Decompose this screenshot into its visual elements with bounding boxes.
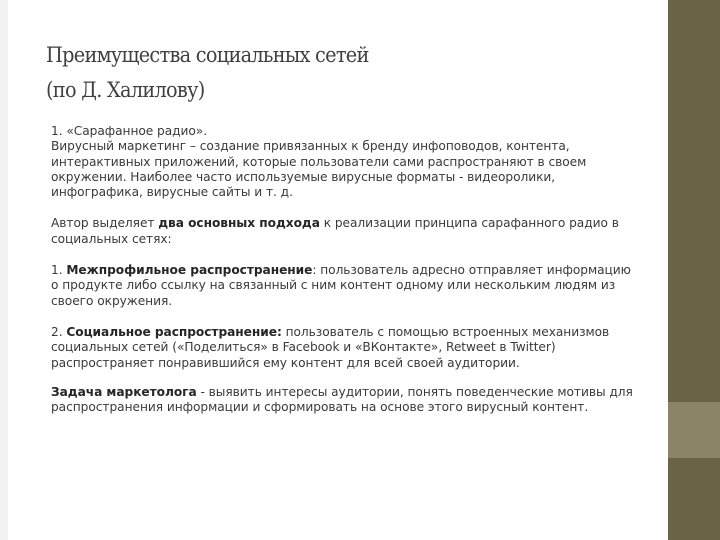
slide-title — [46, 38, 598, 108]
two-approaches-lead: Автор выделяет — [51, 216, 159, 231]
slide-body — [51, 124, 636, 415]
paragraph-word-of-mouth — [51, 124, 636, 200]
title-line-1: Преимущества социальных сетей — [46, 43, 369, 67]
paragraph-two-approaches — [51, 216, 636, 247]
title-line-2: (по Д. Халилову) — [46, 78, 205, 102]
social-spread-number: 2. — [51, 324, 67, 339]
word-of-mouth-heading: 1. «Сарафанное радио». — [51, 124, 208, 138]
social-spread-text: пользователь с помощью встроенных механизмов социальных сетей («Поделиться» в Facebook и «ВКонтакте», Retweet в Twitter) распространяет понравившийся ему контент для всей своей аудитории. — [51, 324, 610, 370]
right-sidebar-band — [668, 0, 720, 540]
interprofile-bold: Межпрофильное распространение — [66, 263, 313, 278]
left-edge-strip — [0, 0, 8, 540]
paragraph-social-spread — [51, 325, 636, 371]
social-spread-bold: Социальное распространение: — [66, 324, 282, 339]
sidebar-accent-block — [668, 402, 720, 458]
paragraph-interprofile — [51, 263, 636, 309]
viral-marketing-text: Вирусный маркетинг – создание привязанных к бренду инфоповодов, контента, интерактивных приложений, которые пользователи сами распространяют в своем окружении. Наиболее часто используемые вирусные форматы - видеоролики, инфографика, вирусные сайты и т. д. — [51, 139, 587, 200]
paragraph-marketer-task — [51, 385, 636, 416]
two-approaches-rest: к реализации принципа сарафанного радио в социальных сетях: — [51, 216, 619, 246]
interprofile-number: 1. — [51, 263, 67, 278]
two-approaches-bold: два основных подхода — [158, 216, 320, 231]
marketer-task-text: - выявить интересы аудитории, понять поведенческие мотивы для распространения информации и сформировать на основе этого вирусный контент. — [51, 384, 633, 415]
marketer-task-bold: Задача маркетолога — [51, 384, 197, 399]
interprofile-text: : пользователь адресно отправляет информацию о продукте либо ссылку на связанный с ним контент одному или нескольким людям из своего окружения. — [51, 263, 631, 308]
